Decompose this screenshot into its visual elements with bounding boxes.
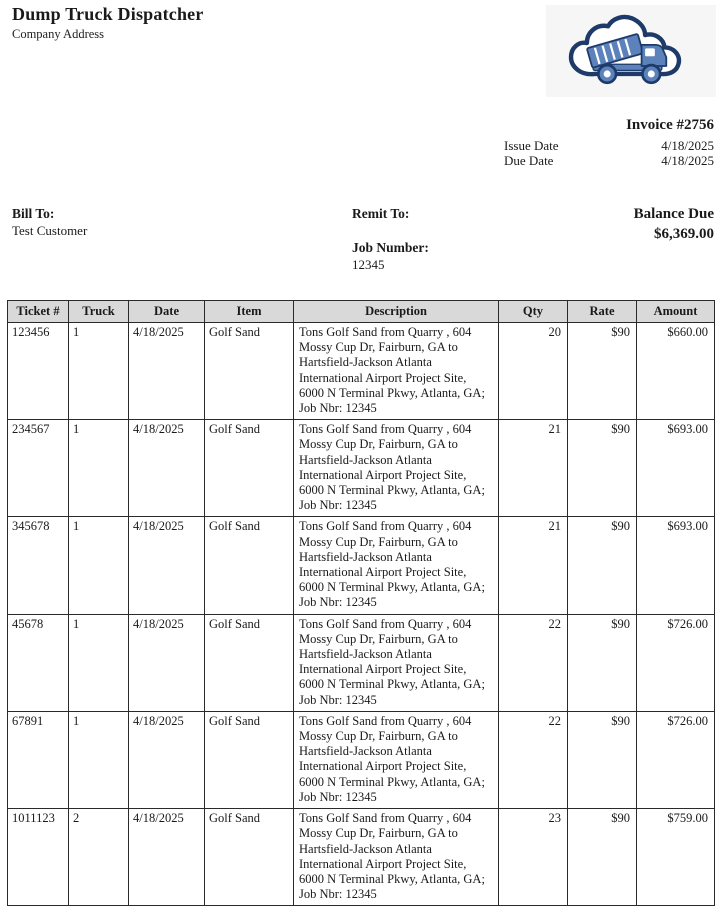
job-number-block bbox=[352, 239, 429, 273]
description-cell: Tons Golf Sand from Quarry , 604 Mossy Cup Dr, Fairburn, GA to Hartsfield-Jackson Atlanta International Airport Project Site, 6000 N Terminal Pkwy, Atlanta, GA; Job Nbr: 12345 bbox=[294, 420, 499, 517]
remit-to-block bbox=[352, 205, 409, 222]
truck-cell: 1 bbox=[69, 517, 129, 614]
col-header-date: Date bbox=[129, 301, 205, 323]
table-row bbox=[8, 614, 715, 711]
ticket-cell: 345678 bbox=[8, 517, 69, 614]
date-cell: 4/18/2025 bbox=[129, 517, 205, 614]
ticket-cell: 67891 bbox=[8, 711, 69, 808]
bill-to-block bbox=[12, 205, 87, 239]
job-number-value: 12345 bbox=[352, 257, 385, 272]
issue-date-value: 4/18/2025 bbox=[661, 138, 714, 153]
amount-cell: $726.00 bbox=[637, 711, 715, 808]
item-cell: Golf Sand bbox=[205, 614, 294, 711]
date-cell: 4/18/2025 bbox=[129, 323, 205, 420]
table-row bbox=[8, 517, 715, 614]
truck-cell: 2 bbox=[69, 809, 129, 906]
amount-cell: $660.00 bbox=[637, 323, 715, 420]
qty-cell: 21 bbox=[499, 517, 568, 614]
invoice-number-title: Invoice #2756 bbox=[626, 117, 714, 133]
dump-truck-cloud-logo-icon bbox=[556, 9, 706, 93]
date-cell: 4/18/2025 bbox=[129, 614, 205, 711]
ticket-cell: 1011123 bbox=[8, 809, 69, 906]
ticket-cell: 45678 bbox=[8, 614, 69, 711]
company-header bbox=[12, 4, 204, 42]
description-cell: Tons Golf Sand from Quarry , 604 Mossy Cup Dr, Fairburn, GA to Hartsfield-Jackson Atlanta International Airport Project Site, 6000 N Terminal Pkwy, Atlanta, GA; Job Nbr: 12345 bbox=[294, 711, 499, 808]
date-cell: 4/18/2025 bbox=[129, 711, 205, 808]
col-header-description: Description bbox=[294, 301, 499, 323]
truck-cell: 1 bbox=[69, 614, 129, 711]
rate-cell: $90 bbox=[568, 614, 637, 711]
col-header-qty: Qty bbox=[499, 301, 568, 323]
table-row bbox=[8, 809, 715, 906]
amount-cell: $759.00 bbox=[637, 809, 715, 906]
amount-cell: $693.00 bbox=[637, 420, 715, 517]
item-cell: Golf Sand bbox=[205, 517, 294, 614]
invoice-meta bbox=[504, 117, 714, 168]
item-cell: Golf Sand bbox=[205, 809, 294, 906]
bill-to-label: Bill To: bbox=[12, 206, 55, 221]
company-address: Company Address bbox=[12, 27, 105, 41]
amount-cell: $693.00 bbox=[637, 517, 715, 614]
rate-cell: $90 bbox=[568, 711, 637, 808]
ticket-cell: 123456 bbox=[8, 323, 69, 420]
ticket-cell: 234567 bbox=[8, 420, 69, 517]
qty-cell: 20 bbox=[499, 323, 568, 420]
col-header-truck: Truck bbox=[69, 301, 129, 323]
item-cell: Golf Sand bbox=[205, 323, 294, 420]
qty-cell: 21 bbox=[499, 420, 568, 517]
table-row bbox=[8, 420, 715, 517]
item-cell: Golf Sand bbox=[205, 420, 294, 517]
description-cell: Tons Golf Sand from Quarry , 604 Mossy Cup Dr, Fairburn, GA to Hartsfield-Jackson Atlanta International Airport Project Site, 6000 N Terminal Pkwy, Atlanta, GA; Job Nbr: 12345 bbox=[294, 517, 499, 614]
date-cell: 4/18/2025 bbox=[129, 420, 205, 517]
table-row bbox=[8, 323, 715, 420]
description-cell: Tons Golf Sand from Quarry , 604 Mossy Cup Dr, Fairburn, GA to Hartsfield-Jackson Atlanta International Airport Project Site, 6000 N Terminal Pkwy, Atlanta, GA; Job Nbr: 12345 bbox=[294, 323, 499, 420]
rate-cell: $90 bbox=[568, 517, 637, 614]
remit-to-label: Remit To: bbox=[352, 206, 410, 221]
col-header-ticket: Ticket # bbox=[8, 301, 69, 323]
table-row bbox=[8, 711, 715, 808]
qty-cell: 22 bbox=[499, 711, 568, 808]
issue-date-label: Issue Date bbox=[504, 138, 559, 153]
logo-container bbox=[546, 5, 716, 97]
bill-to-name: Test Customer bbox=[12, 223, 88, 238]
amount-cell: $726.00 bbox=[637, 614, 715, 711]
col-header-item: Item bbox=[205, 301, 294, 323]
job-number-label: Job Number: bbox=[352, 240, 429, 255]
description-cell: Tons Golf Sand from Quarry , 604 Mossy Cup Dr, Fairburn, GA to Hartsfield-Jackson Atlanta International Airport Project Site, 6000 N Terminal Pkwy, Atlanta, GA; Job Nbr: 12345 bbox=[294, 809, 499, 906]
truck-cell: 1 bbox=[69, 323, 129, 420]
balance-due-block bbox=[634, 205, 714, 244]
balance-due-label: Balance Due bbox=[633, 206, 714, 222]
rate-cell: $90 bbox=[568, 420, 637, 517]
rate-cell: $90 bbox=[568, 323, 637, 420]
truck-cell: 1 bbox=[69, 711, 129, 808]
date-cell: 4/18/2025 bbox=[129, 809, 205, 906]
due-date-value: 4/18/2025 bbox=[661, 153, 714, 168]
balance-due-amount: $6,369.00 bbox=[654, 226, 714, 242]
table-header-row bbox=[8, 301, 715, 323]
company-name: Dump Truck Dispatcher bbox=[12, 4, 204, 24]
qty-cell: 22 bbox=[499, 614, 568, 711]
col-header-amount: Amount bbox=[637, 301, 715, 323]
due-date-row bbox=[504, 153, 714, 168]
qty-cell: 23 bbox=[499, 809, 568, 906]
due-date-label: Due Date bbox=[504, 153, 554, 168]
col-header-rate: Rate bbox=[568, 301, 637, 323]
description-cell: Tons Golf Sand from Quarry , 604 Mossy Cup Dr, Fairburn, GA to Hartsfield-Jackson Atlanta International Airport Project Site, 6000 N Terminal Pkwy, Atlanta, GA; Job Nbr: 12345 bbox=[294, 614, 499, 711]
rate-cell: $90 bbox=[568, 809, 637, 906]
item-cell: Golf Sand bbox=[205, 711, 294, 808]
ticket-table bbox=[7, 300, 715, 906]
truck-cell: 1 bbox=[69, 420, 129, 517]
issue-date-row bbox=[504, 138, 714, 153]
